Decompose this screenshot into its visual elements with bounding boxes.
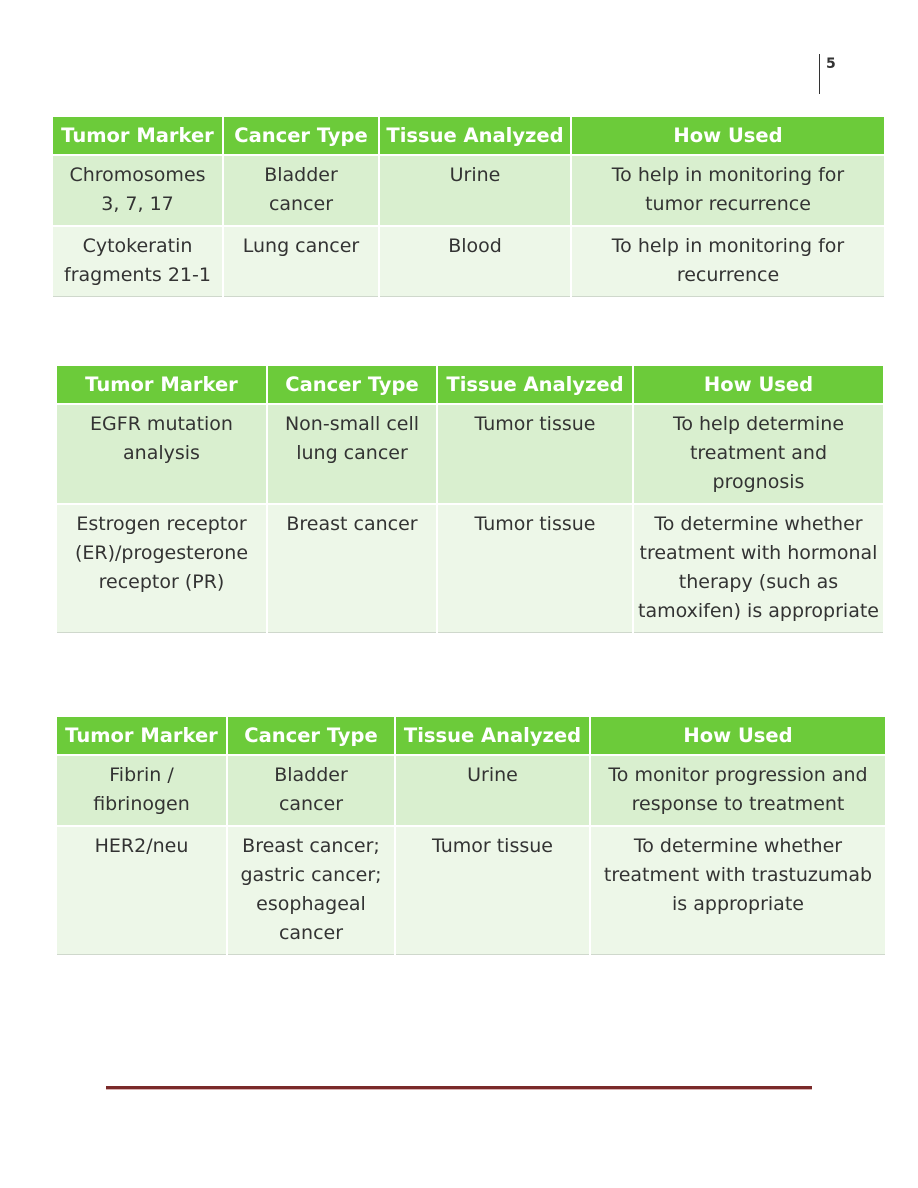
cell-tissue-analyzed: Urine <box>379 155 571 226</box>
table-header-row <box>57 366 883 404</box>
cell-how-used: To determine whether treatment with trastuzumab is appropriate <box>590 826 885 955</box>
header-how-used: How Used <box>590 717 885 755</box>
cell-cancer-type: Lung cancer <box>223 226 379 297</box>
tumor-marker-table-2 <box>57 366 883 633</box>
cell-how-used: To help in monitoring for recurrence <box>571 226 884 297</box>
cell-tumor-marker: Chromosomes 3, 7, 17 <box>53 155 223 226</box>
cell-cancer-type: Breast cancer <box>267 504 437 633</box>
cell-how-used: To help determine treatment and prognosis <box>633 404 883 504</box>
cell-how-used: To help in monitoring for tumor recurrence <box>571 155 884 226</box>
header-tissue-analyzed: Tissue Analyzed <box>437 366 633 404</box>
table-row <box>57 826 885 955</box>
tumor-marker-table-3 <box>57 717 885 955</box>
cell-tumor-marker: HER2/neu <box>57 826 227 955</box>
footer-divider <box>106 1086 812 1090</box>
table-row <box>53 155 884 226</box>
cell-tumor-marker: EGFR mutation analysis <box>57 404 267 504</box>
header-tumor-marker: Tumor Marker <box>57 717 227 755</box>
cell-tissue-analyzed: Blood <box>379 226 571 297</box>
cell-cancer-type: Non-small cell lung cancer <box>267 404 437 504</box>
cell-tissue-analyzed: Tumor tissue <box>395 826 590 955</box>
cell-tissue-analyzed: Urine <box>395 755 590 826</box>
cell-how-used: To monitor progression and response to treatment <box>590 755 885 826</box>
tumor-marker-table-1 <box>53 117 884 297</box>
cell-cancer-type: Breast cancer; gastric cancer; esophageal cancer <box>227 826 395 955</box>
table-row <box>53 226 884 297</box>
header-tumor-marker: Tumor Marker <box>57 366 267 404</box>
table-row <box>57 755 885 826</box>
cell-tissue-analyzed: Tumor tissue <box>437 504 633 633</box>
cell-tumor-marker: Estrogen receptor (ER)/progesterone receptor (PR) <box>57 504 267 633</box>
header-how-used: How Used <box>633 366 883 404</box>
header-tissue-analyzed: Tissue Analyzed <box>379 117 571 155</box>
header-cancer-type: Cancer Type <box>267 366 437 404</box>
table-row <box>57 404 883 504</box>
cell-cancer-type: Bladder cancer <box>223 155 379 226</box>
page-number: 5 <box>819 54 836 94</box>
header-how-used: How Used <box>571 117 884 155</box>
cell-tissue-analyzed: Tumor tissue <box>437 404 633 504</box>
header-cancer-type: Cancer Type <box>227 717 395 755</box>
header-tumor-marker: Tumor Marker <box>53 117 223 155</box>
table-header-row <box>53 117 884 155</box>
header-tissue-analyzed: Tissue Analyzed <box>395 717 590 755</box>
table-header-row <box>57 717 885 755</box>
cell-how-used: To determine whether treatment with hormonal therapy (such as tamoxifen) is appropriate <box>633 504 883 633</box>
header-cancer-type: Cancer Type <box>223 117 379 155</box>
cell-tumor-marker: Fibrin / fibrinogen <box>57 755 227 826</box>
cell-tumor-marker: Cytokeratin fragments 21-1 <box>53 226 223 297</box>
cell-cancer-type: Bladder cancer <box>227 755 395 826</box>
table-row <box>57 504 883 633</box>
